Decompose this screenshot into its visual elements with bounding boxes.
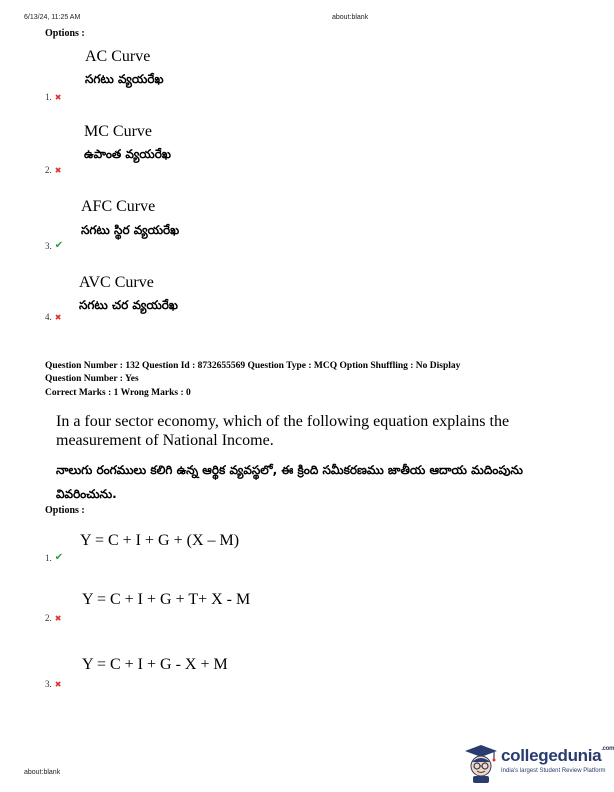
question-text-english: In a four sector economy, which of the following equation explains the measurement of National Income. <box>56 413 510 449</box>
option-number-label: 2. <box>45 165 52 175</box>
option-number-label: 3. <box>45 240 52 251</box>
brand-tld: .com <box>601 746 614 752</box>
option-number-label: 2. <box>45 613 52 623</box>
brand-name-text: collegedunia <box>501 746 602 765</box>
print-page-title: about:blank <box>332 14 369 21</box>
cross-icon: ✖ <box>54 613 62 623</box>
option-number-label: 1. <box>45 92 52 102</box>
print-datetime: 6/13/24, 11:25 AM <box>24 14 81 21</box>
collegedunia-watermark <box>463 744 614 786</box>
option-telugu: సగటు చర వ్యయరేఖ <box>79 298 178 312</box>
option-telugu: సగటు వ్యయరేఖ <box>85 72 164 86</box>
cross-icon: ✖ <box>54 312 62 322</box>
question-marks: Correct Marks : 1 Wrong Marks : 0 <box>45 388 191 398</box>
option-number <box>45 613 61 623</box>
option-number <box>45 92 61 102</box>
brand-tagline: India's largest Student Review Platform <box>501 768 606 774</box>
cross-icon: ✖ <box>54 92 62 102</box>
brand-name <box>501 746 614 766</box>
option-telugu: సగటు స్థిర వ్యయరేఖ <box>81 223 180 237</box>
option-number <box>45 312 61 322</box>
option-number-label: 3. <box>45 679 52 689</box>
option-equation: Y = C + I + G + (X – M) <box>80 532 240 549</box>
option-english: AC Curve <box>85 48 151 65</box>
question-meta: Question Number : Yes <box>45 374 139 384</box>
option-english: AFC Curve <box>81 198 156 215</box>
option-number-label: 1. <box>45 552 52 563</box>
option-telugu: ఉపాంత వ్యయరేఖ <box>84 147 171 161</box>
option-english: MC Curve <box>84 123 152 140</box>
option-number <box>45 165 61 175</box>
options-label: Options : <box>45 28 85 39</box>
option-number <box>45 552 63 563</box>
option-number-label: 4. <box>45 312 52 322</box>
check-icon: ✔ <box>54 240 64 251</box>
option-equation: Y = C + I + G + T+ X - M <box>82 591 251 608</box>
option-english: AVC Curve <box>79 274 154 291</box>
option-number <box>45 240 63 251</box>
question-text-telugu: నాలుగు రంగములు కలిగి ఉన్న ఆర్థిక వ్యవస్థలో, ఈ క్రింది సమీకరణము జాతీయ ఆదాయ మదింపును వివరించును. <box>56 463 523 501</box>
cross-icon: ✖ <box>54 165 62 175</box>
options-label: Options : <box>45 505 85 516</box>
check-icon: ✔ <box>54 552 64 563</box>
option-equation: Y = C + I + G - X + M <box>82 656 228 673</box>
mascot-icon <box>463 744 499 784</box>
question-meta: Question Number : 132 Question Id : 8732655569 Question Type : MCQ Option Shuffling : No Display <box>45 361 461 371</box>
print-footer-url: about:blank <box>24 769 61 776</box>
cross-icon: ✖ <box>54 679 62 689</box>
option-number <box>45 679 61 689</box>
